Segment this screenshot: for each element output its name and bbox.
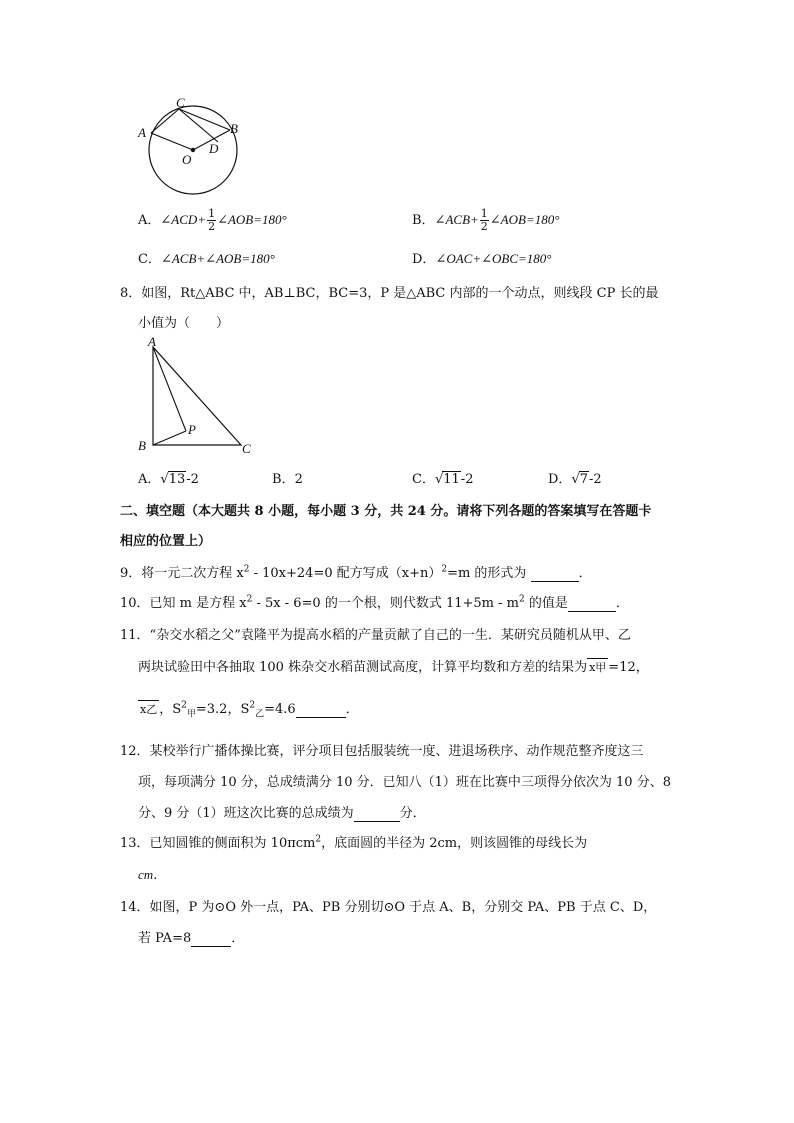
- q7-option-a-post: ∠AOB=180°: [217, 212, 287, 227]
- segment-bp: [153, 431, 186, 445]
- xbar-jia: x甲: [587, 658, 608, 675]
- q7-option-a: [138, 208, 287, 233]
- q9-mid: - 10x+24=0 配方写成（x+n）: [249, 566, 442, 581]
- answer-blank[interactable]: [531, 566, 579, 582]
- q7-option-b-post: ∠AOB=180°: [489, 212, 560, 227]
- q11-line1: 11．“杂交水稻之父”袁隆平为提高水稻的产量贡献了自己的一生．某研究员随机从甲、乙: [120, 628, 631, 643]
- q7-option-d: [412, 248, 551, 267]
- q8-option-a-tail: -2: [186, 472, 199, 487]
- q11-s-yi-sup: 2: [249, 700, 256, 711]
- q14-line2: [138, 927, 244, 947]
- q8-option-b-label: B．: [272, 472, 295, 487]
- label-c: C: [242, 441, 251, 456]
- q13-sup: 2: [315, 834, 322, 845]
- q9-post: =m 的形式为: [447, 566, 531, 581]
- q10-sup1: 2: [246, 594, 253, 605]
- q11-s-yi-sub: 乙: [255, 709, 265, 720]
- q7-option-a-frac-den: 2: [208, 220, 216, 233]
- chord-cd: [179, 109, 218, 142]
- q8-option-c-label: C．: [412, 472, 435, 487]
- q10-mid: - 5x - 6=0 的一个根，则代数式 11+5m - m: [252, 596, 519, 611]
- q8-option-b: [272, 468, 303, 487]
- q8-option-d-tail: -2: [589, 472, 602, 487]
- q13-line1-pre: 13．已知圆锥的侧面积为 10πcm: [120, 836, 316, 851]
- q8-line1: 8．如图，Rt△ABC 中，AB⊥BC，BC=3，P 是△ABC 内部的一个动点，则线段 CP 长的最: [120, 286, 659, 301]
- q10-pre: 10．已知 m 是方程 x: [120, 596, 247, 611]
- label-d: D: [209, 141, 219, 156]
- label-o: O: [182, 152, 192, 167]
- q8-option-d: [548, 468, 602, 487]
- section-heading: 二、填空题（本大题共 8 小题，每小题 3 分，共 24 分。请将下列各题的答案填写在答题卡: [120, 504, 652, 519]
- q7-option-b-pre: ∠ACB+: [434, 212, 479, 227]
- label-a: A: [148, 334, 156, 349]
- q8-option-a-label: A．: [138, 472, 161, 487]
- q7-option-a-frac-num: 1: [208, 207, 216, 220]
- radical-sign: √: [434, 472, 444, 487]
- q13-line1-post: ，底面圆的半径为 2cm，则该圆锥的母线长为: [321, 836, 588, 851]
- circle-figure: [134, 92, 246, 202]
- q7-option-a-label: A．: [138, 213, 161, 228]
- q11-s-jia-sub: 甲: [186, 709, 196, 720]
- q8-option-c: [412, 468, 473, 487]
- q13-line1: [120, 832, 587, 851]
- q7-option-d-text: ∠OAC+∠OBC=180°: [435, 251, 552, 266]
- xbar-yi: x乙: [138, 700, 159, 717]
- q14-line2-pre: 若 PA=8: [138, 931, 192, 946]
- q11-line2: [138, 656, 649, 675]
- segment-ao: [151, 133, 193, 150]
- q11-line2-post: =12，: [608, 660, 649, 675]
- q8-line2: 小值为（ ）: [138, 316, 230, 331]
- label-c: C: [176, 95, 185, 110]
- center-dot: [191, 148, 195, 152]
- answer-blank[interactable]: [354, 806, 400, 822]
- q11-s-jia-pre: ，S: [159, 702, 182, 717]
- q7-option-a-frac: [207, 208, 216, 233]
- q14-line1: 14．如图，P 为⊙O 外一点，PA、PB 分别切⊙O 于点 A、B，分别交 PA、PB 于点 C、D，: [120, 900, 657, 915]
- q7-option-c: [138, 248, 275, 267]
- segment-ap: [153, 347, 186, 431]
- q12-line3-post: 分．: [399, 806, 426, 821]
- q8-option-c-radicand: 11: [443, 472, 460, 487]
- q13-line2: cm．: [138, 867, 167, 882]
- q9-sup2: 2: [441, 564, 448, 575]
- q8-option-a-radicand: 13: [168, 472, 186, 487]
- q7-option-a-pre: ∠ACD+: [160, 212, 207, 227]
- q10-sup2: 2: [518, 594, 525, 605]
- q12-line3-pre: 分、9 分（1）班这次比赛的总成绩为: [138, 806, 354, 821]
- q7-option-d-label: D．: [412, 252, 436, 267]
- q11-line3: [138, 698, 359, 720]
- q11-s-yi-val: =4.6: [264, 702, 296, 717]
- q11-s-jia-val: =3.2，S: [195, 702, 250, 717]
- q7-option-c-text: ∠ACB+∠AOB=180°: [160, 251, 275, 266]
- triangle-figure: [134, 334, 256, 458]
- answer-blank[interactable]: [568, 596, 616, 612]
- q8-option-d-radicand: 7: [579, 472, 589, 487]
- q7-option-b-frac-den: 2: [480, 220, 488, 233]
- q7-option-b-label: B．: [412, 213, 435, 228]
- q12-line2: 项，每项满分 10 分，总成绩满分 10 分．已知八（1）班在比赛中三项得分依次为 10 分、8: [138, 775, 671, 790]
- q7-option-b-frac-num: 1: [480, 207, 488, 220]
- q12-line3: [138, 802, 426, 822]
- radical-sign: √: [160, 472, 169, 487]
- q7-option-c-label: C．: [138, 252, 161, 267]
- triangle-abc: [153, 347, 241, 445]
- label-b: B: [138, 438, 146, 453]
- q10-end: ．: [615, 596, 629, 611]
- q9-end: ．: [578, 566, 592, 581]
- q8-option-c-tail: -2: [460, 472, 474, 487]
- q10-post: 的值是: [524, 596, 568, 611]
- q9-pre: 9．将一元二次方程 x: [120, 566, 244, 581]
- label-a: A: [138, 125, 146, 140]
- label-b: B: [230, 121, 238, 136]
- q11-end: ．: [345, 702, 359, 717]
- chord-cb: [179, 109, 230, 130]
- q12-line1: 12．某校举行广播体操比赛，评分项目包括服装统一度、进退场秩序、动作规范整齐度这三: [120, 744, 644, 759]
- q14-line2-post: ．: [231, 931, 245, 946]
- chord-ca: [151, 109, 179, 133]
- q7-option-b: [412, 208, 559, 233]
- q9-sup1: 2: [243, 564, 250, 575]
- q8-option-d-label: D．: [548, 472, 572, 487]
- q11-line2-pre: 两块试验田中各抽取 100 株杂交水稻苗测试高度，计算平均数和方差的结果为: [138, 660, 588, 675]
- section-heading-line2: 相应的位置上）: [120, 534, 212, 549]
- answer-blank[interactable]: [191, 931, 231, 947]
- answer-blank[interactable]: [296, 702, 346, 718]
- q11-s-jia-sup: 2: [181, 700, 187, 711]
- radical-sign: √: [571, 472, 580, 487]
- q8-option-a: [138, 468, 199, 487]
- q9: [120, 562, 592, 582]
- label-p: P: [188, 422, 196, 437]
- q10: [120, 592, 629, 612]
- q8-option-b-text: 2: [294, 472, 303, 487]
- q7-option-b-frac: [480, 208, 489, 233]
